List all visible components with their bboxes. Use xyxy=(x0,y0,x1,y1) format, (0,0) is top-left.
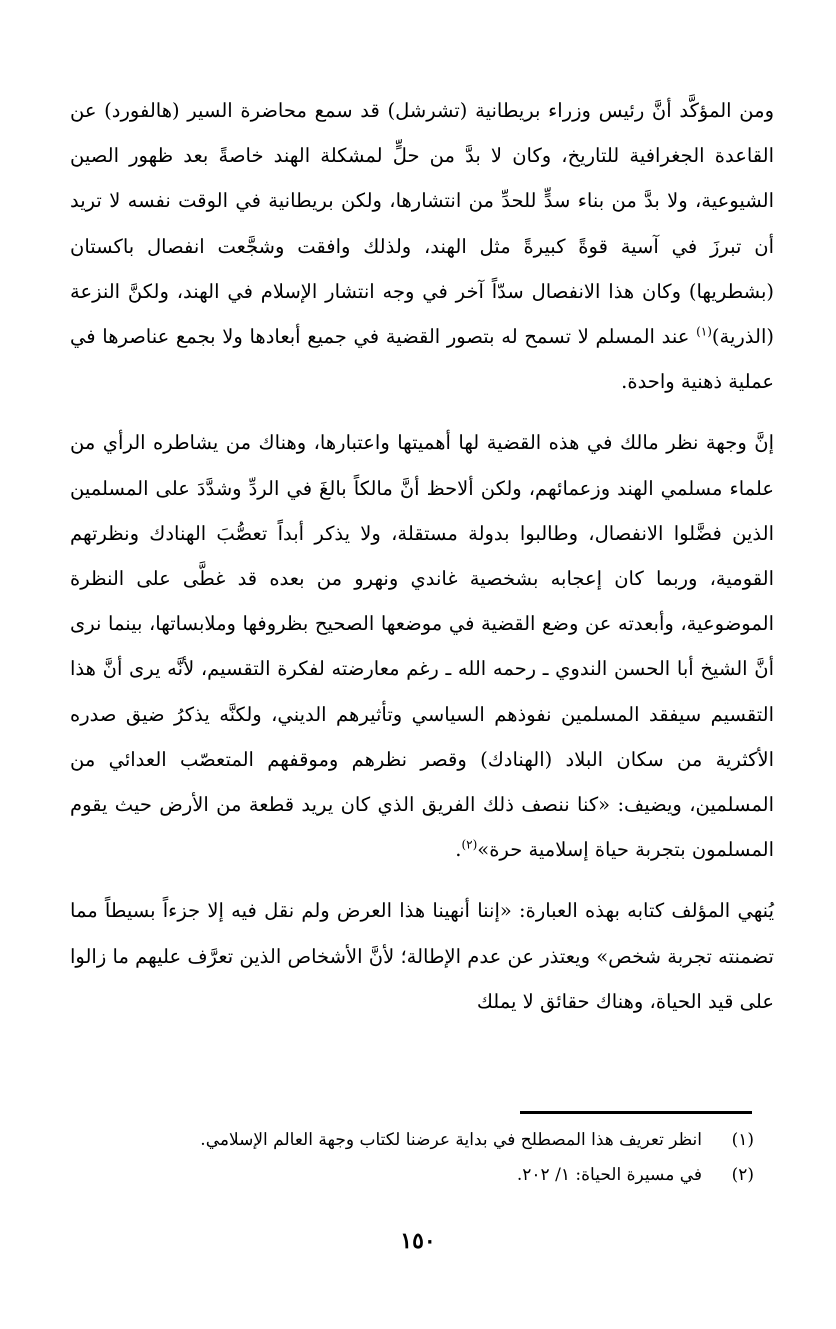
footnote-separator xyxy=(520,1111,752,1114)
footnote-1-text: انظر تعريف هذا المصطلح في بداية عرضنا لكتاب وجهة العالم الإسلامي. xyxy=(200,1130,702,1150)
paragraph-2-text-end: . xyxy=(455,838,462,862)
paragraph-1 xyxy=(70,88,774,404)
footnote-1-number: (١) xyxy=(731,1130,754,1150)
body-text xyxy=(70,88,774,1024)
paragraph-2 xyxy=(70,420,774,872)
footnotes xyxy=(70,1123,754,1193)
paragraph-3 xyxy=(70,888,774,1024)
footnote-1 xyxy=(70,1123,754,1158)
paragraph-2-text: إنَّ وجهة نظر مالك في هذه القضية لها أهميتها واعتبارها، وهناك من يشاطره الرأي من علماء مسلمي الهند وزعمائهم، ولكن ألاحظ أنَّ مالكاً بالغَ في الردِّ وشدَّدَ على المسلمين الذين فضَّلوا الانفصال، وطالبوا بدولة مستقلة، ولا يذكر أبداً تعصُّبَ الهنادك ونظرتهم القومية، وربما كان إعجابه بشخصية غاندي ونهرو من بعده قد غطَّى على النظرة الموضوعية، وأبعدته عن وضع القضية في موضعها الصحيح بظروفها وملابساتها، بينما نرى أنَّ الشيخ أبا الحسن الندوي ـ رحمه الله ـ رغم معارضته لفكرة التقسيم، لأنَّه يرى أنَّ هذا التقسيم سيفقد المسلمين نفوذهم السياسي وتأثيرهم الديني، ولكنَّه يذكرُ ضيق صدره الأكثرية من سكان البلاد (الهنادك) وقصر نظرهم وموقفهم المتعصّب العدائي من المسلمين، ويضيف: «كنا ننصف ذلك الفريق الذي كان يريد قطعة من الأرض حيث يقوم المسلمون بتجربة حياة إسلامية حرة» xyxy=(70,431,774,862)
footnote-ref-1: (١) xyxy=(696,324,712,339)
paragraph-1-text-end: عند المسلم لا تسمح له بتصور القضية في جميع أبعادها ولا بجمع عناصرها في عملية ذهنية واحدة. xyxy=(70,325,774,394)
paragraph-3-text: يُنهي المؤلف كتابه بهذه العبارة: «إننا أنهينا هذا العرض ولم نقل فيه إلا جزءاً بسيطاً مما تضمنته تجربة شخص» ويعتذر عن عدم الإطالة؛ لأنَّ الأشخاص الذين تعرَّف عليهم ما زالوا على قيد الحياة، وهناك حقائق لا يملك xyxy=(70,899,774,1013)
footnote-ref-2: (٢) xyxy=(461,837,478,852)
footnote-2-number: (٢) xyxy=(731,1165,754,1185)
paragraph-1-text: ومن المؤكَّد أنَّ رئيس وزراء بريطانية (تشرشل) قد سمع محاضرة السير (هالفورد) عن القاعدة الجغرافية للتاريخ، وكان لا بدَّ من حلٍّ لمشكلة الهند خاصةً بعد ظهور الصين الشيوعية، ولا بدَّ من بناء سدٍّ للحدِّ من انتشارها، ولكن بريطانية في الوقت نفسه لا تريد أن تبرزَ في آسية قوةً كبيرةً مثل الهند، ولذلك وافقت وشجَّعت انفصال باكستان (بشطريها) وكان هذا الانفصال سدّاً آخر في وجه انتشار الإسلام في الهند، ولكنَّ النزعة (الذرية) xyxy=(70,99,774,349)
page-number: ١٥٠ xyxy=(400,1228,436,1254)
footnote-2 xyxy=(70,1158,754,1193)
footnote-2-text: في مسيرة الحياة: ١/ ٢٠٢. xyxy=(516,1165,702,1185)
